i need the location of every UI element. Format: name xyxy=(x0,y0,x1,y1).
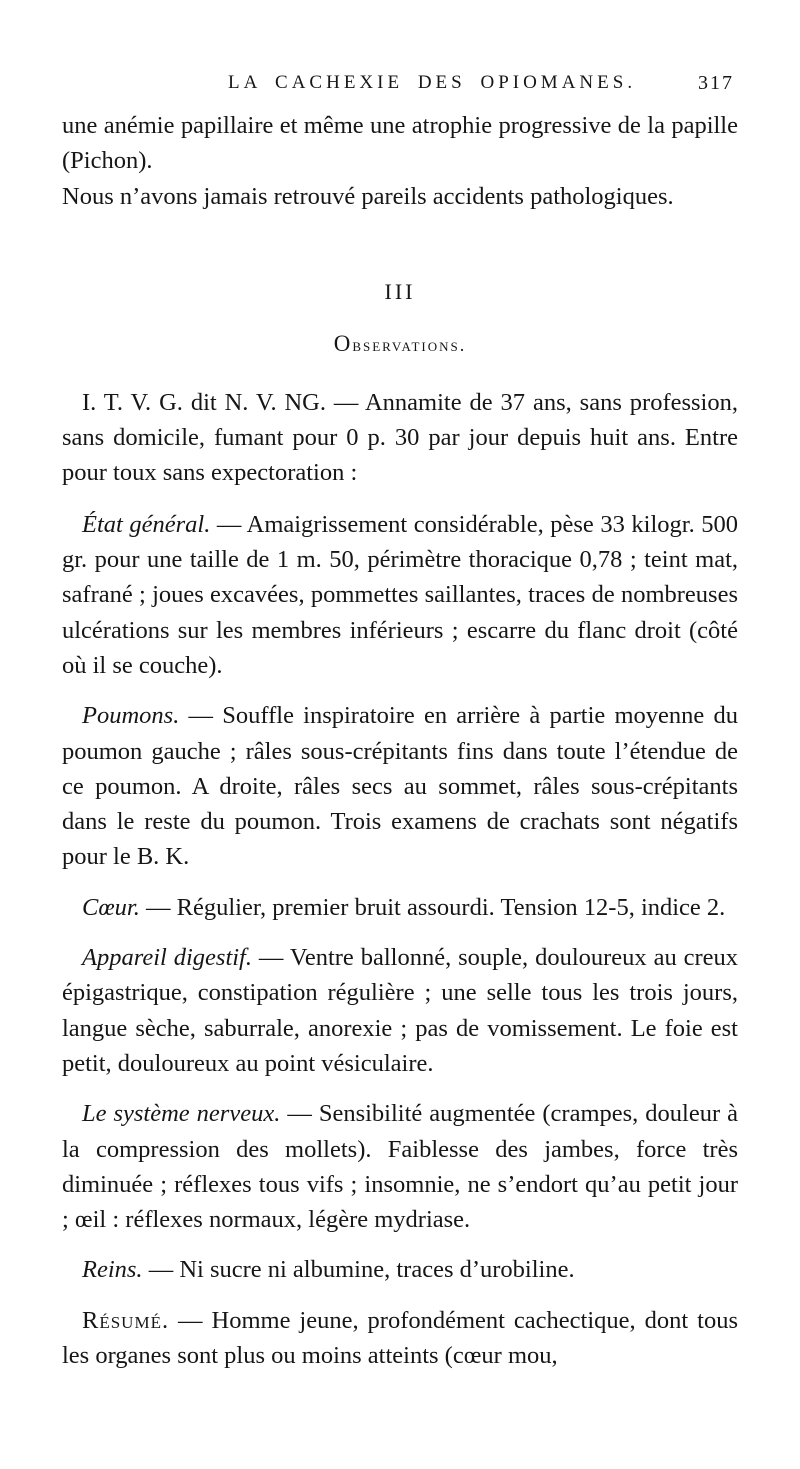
nerveux-label: Le système nerveux. xyxy=(82,1100,281,1128)
poumons-label: Poumons. xyxy=(82,702,180,730)
section-title xyxy=(62,326,738,363)
page-number: 317 xyxy=(698,72,734,94)
paragraph-resume xyxy=(62,1303,738,1374)
running-head xyxy=(0,68,800,104)
observation-block xyxy=(62,385,738,1373)
paragraph-reins xyxy=(62,1252,738,1287)
paragraph-etat-general xyxy=(62,507,738,683)
reins-label: Reins. xyxy=(82,1256,143,1284)
poumons-text: — Souffle inspiratoire en arrière à partie moyenne du poumon gauche ; râles sous-crépitants fins dans toute l’étendue de ce poumon. A droite, râles secs au sommet, râles sous-crépitants dans le reste du poumon. Trois examens de crachats sont négatifs pour le B. K. xyxy=(62,702,738,871)
resume-text: — Homme jeune, profondément cachectique, dont tous les organes sont plus ou moins atteints (cœur mou, xyxy=(62,1306,738,1370)
paragraph-systeme-nerveux xyxy=(62,1096,738,1237)
reins-text: — Ni sucre ni albumine, traces d’urobiline. xyxy=(142,1256,575,1284)
resume-label: Résumé. xyxy=(82,1306,170,1334)
observation-identity-text: I. T. V. G. dit N. V. NG. — Annamite de 37 ans, sans profession, sans domicile, fumant pour 0 p. 30 par jour depuis huit ans. Entre pour toux sans expectoration : xyxy=(62,388,738,487)
paragraph-appareil-digestif xyxy=(62,940,738,1081)
body-text xyxy=(62,108,738,1388)
intro-paragraph-conclusion xyxy=(62,179,738,214)
digestif-label: Appareil digestif. xyxy=(82,944,252,972)
observation-identity xyxy=(62,385,738,491)
intro-paragraph-continuation: une anémie papillaire et même une atrophie progressive de la papille (Pichon). xyxy=(62,112,738,175)
running-title: LA CACHEXIE DES OPIOMANES. xyxy=(228,72,637,93)
coeur-label: Cœur. xyxy=(82,893,140,921)
etat-general-text: — Amaigrissement considérable, pèse 33 kilogr. 500 gr. pour une taille de 1 m. 50, périmètre thoracique 0,78 ; teint mat, safrané ; joues excavées, pommettes saillantes, traces de nombreuses ulcérations sur les membres inférieurs ; escarre du flanc droit (côté où il se couche). xyxy=(62,510,739,679)
coeur-text: — Régulier, premier bruit assourdi. Tension 12-5, indice 2. xyxy=(139,893,726,921)
digestif-text: — Ventre ballonné, souple, douloureux au creux épigastrique, constipation régulière ; une selle tous les trois jours, langue sèche, saburrale, anorexie ; pas de vomissement. Le foie est petit, douloureux au point vésiculaire. xyxy=(62,944,739,1077)
section-number: III xyxy=(384,278,416,304)
section-title-initial: O xyxy=(333,330,353,356)
intro-conclusion-text: Nous n’avons jamais retrouvé pareils accidents pathologiques. xyxy=(62,182,674,210)
paragraph-coeur xyxy=(62,890,738,925)
nerveux-text: — Sensibilité augmentée (crampes, douleur à la compression des mollets). Faiblesse des jambes, force très diminuée ; réflexes tous vifs ; insomnie, ne s’endort qu’au petit jour ; œil : réflexes normaux, légère mydriase. xyxy=(62,1100,738,1234)
section-title-rest: bservations. xyxy=(352,334,467,355)
etat-general-label: État général. xyxy=(82,510,211,538)
paragraph-poumons xyxy=(62,698,738,874)
